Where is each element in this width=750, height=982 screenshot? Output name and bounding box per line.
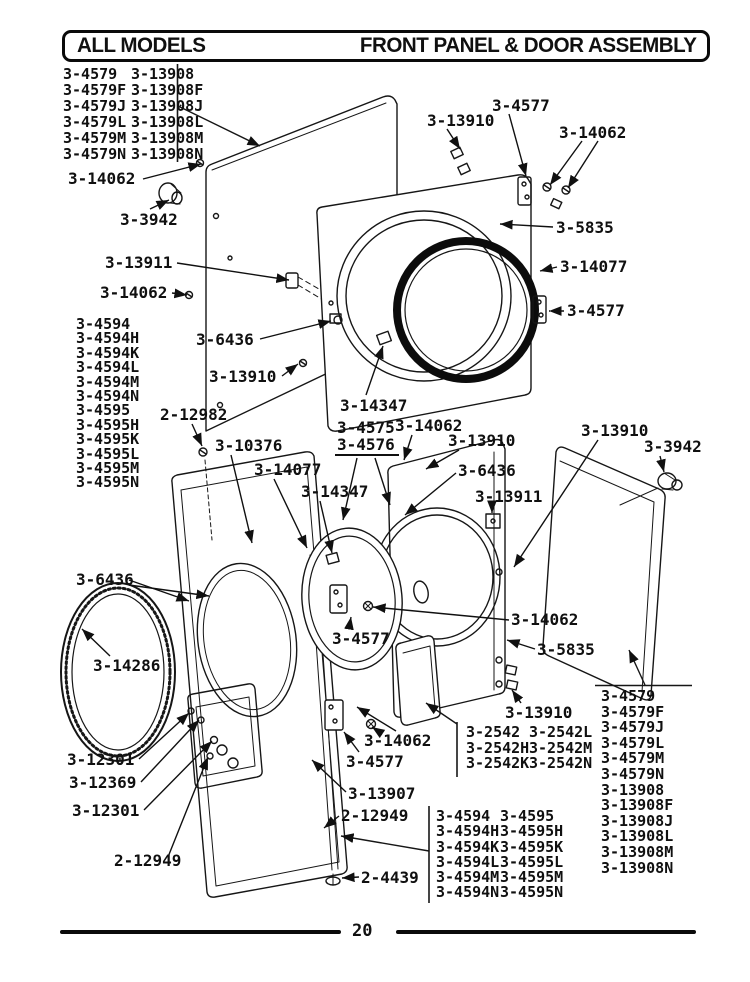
leader-arrow — [342, 877, 359, 878]
part-number: 3-4579 — [601, 687, 656, 705]
part-number: 3-2542H — [466, 738, 530, 757]
part-number: 3-4594H — [436, 822, 500, 841]
part-number: 3-4579F — [601, 702, 665, 721]
part-callout: 3-14286 — [93, 656, 161, 675]
part-number: 3-4594L — [436, 852, 500, 871]
part-callout: 3-14347 — [340, 396, 408, 415]
header-banner — [62, 30, 710, 62]
part-number: 3-4594M — [436, 868, 500, 887]
part-number: 3-4595L — [500, 852, 564, 871]
part-callout: 3-13911 — [105, 253, 173, 272]
part-callout: 3-13907 — [348, 784, 416, 803]
part-callout: 3-14077 — [560, 257, 628, 276]
part-callout: 3-14077 — [254, 460, 322, 479]
part-number: 3-4594N — [436, 883, 500, 902]
leader-arrow — [512, 690, 521, 703]
part-number: 3-13908L — [601, 827, 674, 846]
part-callout: 3-13910 — [448, 431, 516, 450]
leader-arrow — [357, 707, 396, 731]
part-number: 3-2542L — [529, 723, 593, 741]
part-callout: 3-4576 — [335, 436, 399, 456]
part-number: 3-13908N — [131, 145, 204, 163]
part-callout: 3-14062 — [559, 123, 627, 142]
model-list-top-left — [63, 66, 203, 162]
part-callout: 3-5835 — [556, 218, 614, 237]
part-callout: 3-14062 — [511, 610, 579, 629]
part-number: 3-4595H — [76, 415, 140, 434]
part-number: 3-4595K — [76, 430, 140, 449]
part-number: 3-4595M — [500, 868, 564, 887]
part-number: 3-2542K — [466, 754, 530, 772]
part-callout: 2-12949 — [341, 806, 409, 825]
part-number: 3-4594K — [436, 837, 500, 856]
footer-rule-right — [396, 930, 696, 934]
part-number: 3-4579J — [601, 718, 665, 737]
part-number: 3-4594K — [76, 343, 140, 362]
part-number: 3-4595 — [76, 401, 131, 420]
part-callout: 3-12369 — [69, 773, 137, 792]
part-callout: 3-12301 — [72, 801, 140, 820]
footer-rule-left — [60, 930, 341, 934]
part-list-row — [63, 98, 203, 114]
part-callout: 3-4577 — [492, 96, 550, 115]
leader-arrow — [143, 164, 201, 179]
part-callout: 3-5835 — [537, 640, 595, 659]
part-callout: 3-4577 — [346, 752, 404, 771]
part-list-row — [63, 82, 203, 98]
part-list-row — [436, 885, 563, 900]
part-callout: 3-14062 — [395, 416, 463, 435]
part-callout: 3-14347 — [301, 482, 369, 501]
part-callout: 3-14062 — [100, 283, 168, 302]
part-number: 3-4595N — [76, 473, 140, 492]
part-callout: 3-4575 — [337, 418, 395, 437]
page-number: 20 — [352, 921, 373, 941]
part-callout: 2-12949 — [114, 851, 182, 870]
part-number: 3-4594H — [76, 329, 140, 348]
leader-arrow — [660, 456, 664, 472]
part-callout: 3-6436 — [76, 570, 134, 589]
part-list-row — [63, 130, 203, 146]
part-list-row — [76, 473, 140, 492]
part-list-row — [63, 114, 203, 130]
header-left-title: ALL MODELS — [77, 34, 206, 57]
part-number: 3-4595L — [76, 444, 140, 463]
leader-arrow — [172, 293, 187, 295]
part-list-row — [466, 756, 592, 772]
part-number: 3-4579M — [601, 749, 665, 768]
part-callout: 2-12982 — [160, 405, 228, 424]
part-callout: 3-13910 — [427, 111, 495, 130]
part-number: 3-13908J — [131, 97, 204, 115]
part-callout: 3-6436 — [196, 330, 254, 349]
leader-arrow — [550, 141, 582, 185]
part-number: 3-4595N — [500, 883, 564, 902]
leader-arrow — [139, 713, 189, 759]
part-number: 3-13908L — [131, 113, 204, 131]
leader-arrow — [568, 141, 598, 188]
part-list-row — [63, 146, 203, 162]
leader-arrow — [150, 200, 169, 209]
part-number: 3-13908F — [131, 81, 204, 99]
part-number: 3-4594 — [76, 315, 131, 333]
part-callout: 3-14062 — [364, 731, 432, 750]
leader-arrow — [344, 732, 359, 752]
part-number: 3-4595M — [76, 459, 140, 478]
part-callout: 3-13910 — [581, 421, 649, 440]
leader-arrow — [82, 629, 110, 656]
part-number: 3-13908M — [131, 129, 204, 147]
part-number: 3-4579M — [63, 129, 127, 147]
part-number: 3-13908N — [601, 858, 674, 877]
part-list-2542 — [466, 725, 592, 772]
part-list-row — [601, 858, 674, 877]
part-number: 3-4579N — [63, 145, 127, 163]
leader-arrow — [192, 424, 202, 446]
header-right-title: FRONT PANEL & DOOR ASSEMBLY — [360, 34, 697, 57]
part-number: 3-2542N — [529, 754, 593, 772]
part-number: 3-4594 — [436, 807, 491, 825]
part-callout: 3-10376 — [215, 436, 283, 455]
part-callout: 3-3942 — [120, 210, 178, 229]
part-number: 3-13908 — [601, 780, 665, 799]
leader-arrow — [509, 114, 526, 176]
part-number: 3-4579J — [63, 97, 127, 115]
part-callout: 3-4577 — [332, 629, 390, 648]
part-number: 3-4579 — [63, 65, 118, 83]
part-number: 3-4594N — [76, 387, 140, 406]
part-number: 3-13908 — [131, 65, 195, 83]
part-number: 3-13908M — [601, 842, 674, 861]
part-callout: 3-13910 — [209, 367, 277, 386]
part-number: 3-4579N — [601, 764, 665, 783]
part-number: 3-4579L — [63, 113, 127, 131]
part-list-mid-left — [76, 317, 139, 490]
part-number: 3-4594M — [76, 372, 140, 391]
leader-arrow — [507, 640, 535, 649]
part-callout: 3-12301 — [67, 750, 135, 769]
leader-arrow — [177, 263, 289, 280]
leader-arrow — [447, 129, 460, 149]
part-callout: 3-3942 — [644, 437, 702, 456]
part-callout: 3-13911 — [475, 487, 543, 506]
part-number: 3-4594L — [76, 358, 140, 377]
leader-arrow — [282, 364, 298, 376]
part-list-4594 — [436, 809, 563, 901]
part-list-row — [63, 66, 203, 82]
part-callout: 3-6436 — [458, 461, 516, 480]
leader-arrow — [260, 321, 331, 339]
part-callout: 3-14062 — [68, 169, 136, 188]
part-callout: 3-4577 — [567, 301, 625, 320]
leader-arrow — [404, 435, 412, 460]
part-number: 3-4595K — [500, 837, 564, 856]
part-list-bottom-right — [601, 689, 673, 876]
part-number: 3-4595H — [500, 822, 564, 841]
leader-arrow — [540, 267, 557, 271]
part-number: 3-13908J — [601, 811, 674, 830]
part-number: 3-2542M — [529, 738, 593, 757]
part-callout: 3-13910 — [505, 703, 573, 722]
part-number: 3-4595 — [500, 807, 555, 825]
part-number: 3-2542 — [466, 723, 521, 741]
part-number: 3-4579L — [601, 733, 665, 752]
part-number: 3-4579F — [63, 81, 127, 99]
part-number: 3-13908F — [601, 796, 674, 815]
part-callout: 2-4439 — [361, 868, 419, 887]
